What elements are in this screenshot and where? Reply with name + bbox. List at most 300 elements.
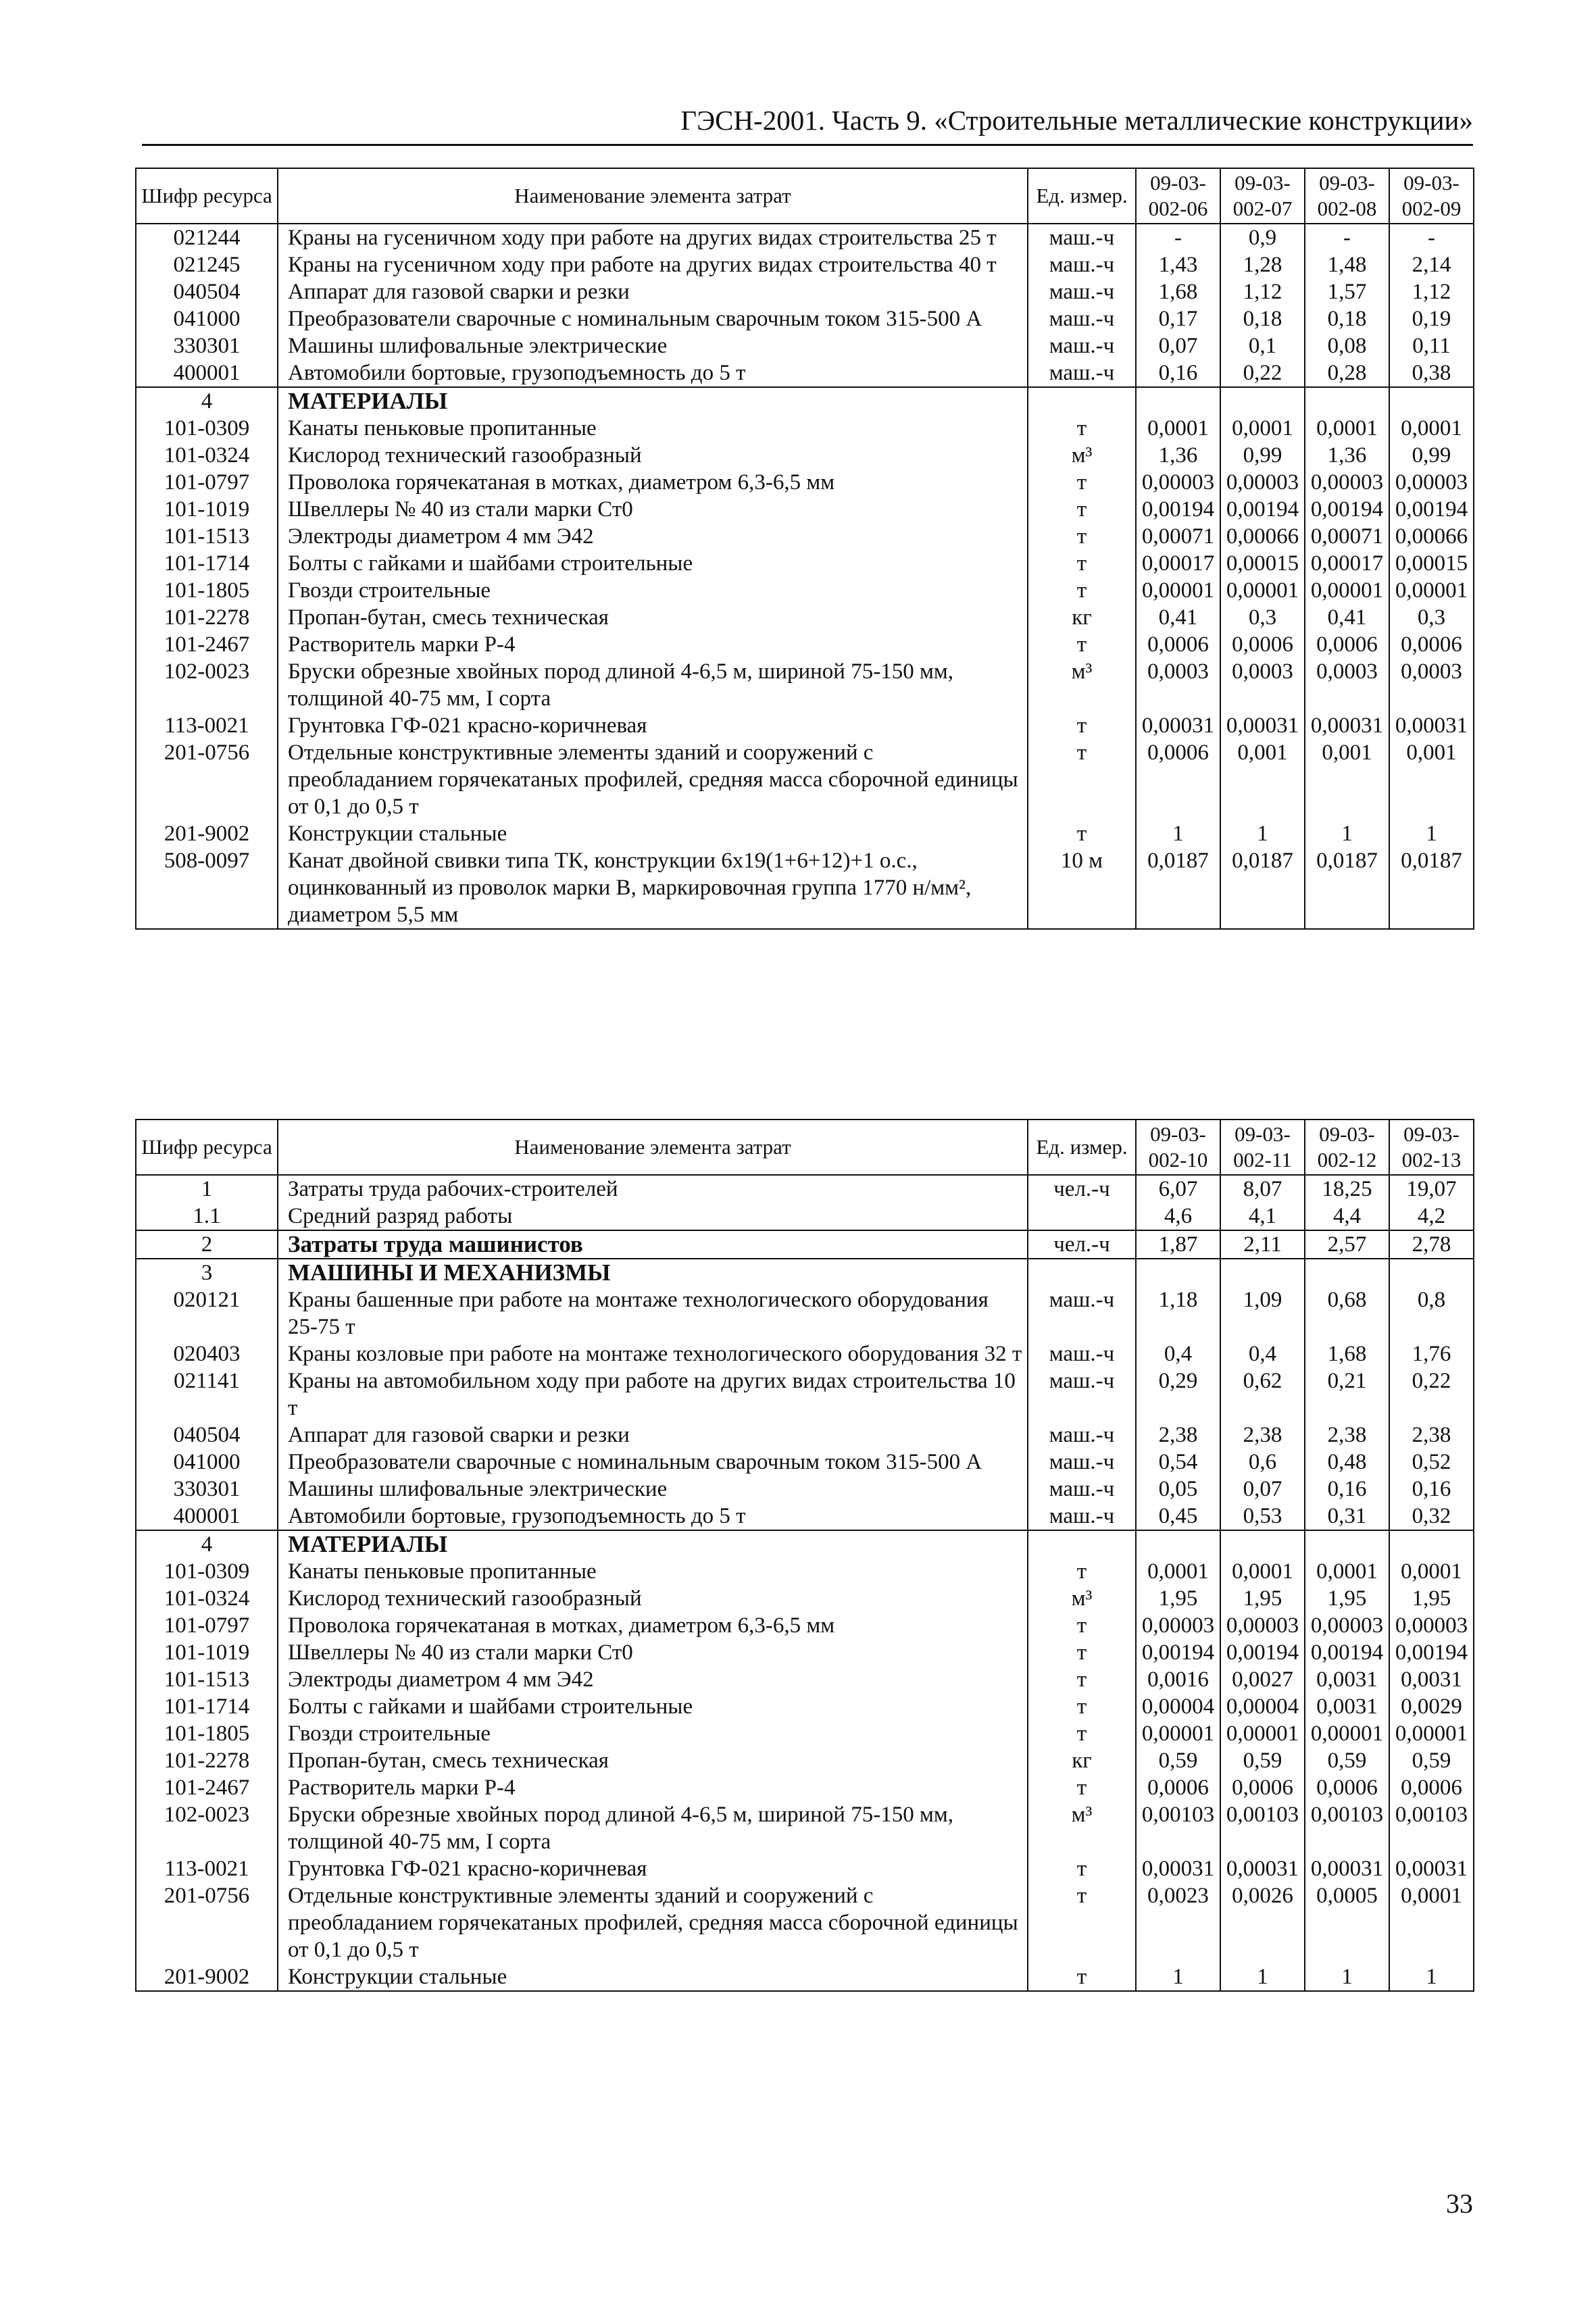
item-name-cell: Краны козловые при работе на монтаже технологического оборудования 32 т (278, 1340, 1028, 1367)
value-cell: 0,29 (1136, 1367, 1220, 1422)
value-cell: 0,00031 (1305, 712, 1389, 739)
header-col: 09-03-002-06 (1136, 168, 1220, 224)
table-row (136, 1801, 1474, 1855)
value-cell: 0,0027 (1220, 1666, 1305, 1693)
table-header-row (136, 1120, 1474, 1175)
table-row (136, 251, 1474, 278)
table-row (136, 1422, 1474, 1449)
value-cell: 0,19 (1389, 305, 1474, 332)
section-row (136, 1259, 1474, 1286)
resource-code-cell: 101-1019 (136, 1639, 278, 1666)
value-cell: 0,00031 (1389, 1855, 1474, 1882)
value-cell: 0,0187 (1220, 847, 1305, 929)
value-cell: 0,00003 (1305, 469, 1389, 496)
value-cell: 0,0001 (1389, 1558, 1474, 1585)
item-name-cell: Болты с гайками и шайбами строительные (278, 1693, 1028, 1720)
unit-cell: маш.-ч (1028, 1503, 1136, 1530)
value-cell: 0,00194 (1305, 496, 1389, 523)
value-cell: 0,0026 (1220, 1882, 1305, 1963)
item-name-cell: Кислород технический газообразный (278, 442, 1028, 469)
item-name-cell: Бруски обрезные хвойных пород длиной 4-6,5 м, шириной 75-150 мм, толщиной 40-75 мм, I сорта (278, 1801, 1028, 1855)
unit-cell (1028, 1203, 1136, 1230)
value-cell: 0,0003 (1136, 658, 1220, 712)
unit-cell (1028, 387, 1136, 415)
item-name-cell: Преобразователи сварочные с номинальным сварочным током 315-500 А (278, 1449, 1028, 1476)
value-cell (1136, 1259, 1220, 1286)
value-cell: 0,001 (1305, 739, 1389, 820)
item-name-cell: МАШИНЫ И МЕХАНИЗМЫ (278, 1259, 1028, 1286)
unit-cell: т (1028, 1855, 1136, 1882)
table-row (136, 604, 1474, 631)
value-cell: 0,59 (1389, 1747, 1474, 1774)
resource-code-cell: 101-1019 (136, 496, 278, 523)
table-row (136, 332, 1474, 359)
value-cell: 0,0006 (1136, 739, 1220, 820)
item-name-cell: Проволока горячекатаная в мотках, диаметром 6,3-6,5 мм (278, 469, 1028, 496)
resource-code-cell: 101-1714 (136, 550, 278, 577)
cost-table-2 (135, 1119, 1474, 1992)
resource-code-cell: 400001 (136, 1503, 278, 1530)
value-cell: 0,0001 (1136, 1558, 1220, 1585)
item-name-cell: Растворитель марки Р-4 (278, 631, 1028, 658)
unit-cell (1028, 1259, 1136, 1286)
value-cell: 8,07 (1220, 1175, 1305, 1203)
item-name-cell: Машины шлифовальные электрические (278, 1476, 1028, 1503)
table-row (136, 442, 1474, 469)
value-cell: 0,0029 (1389, 1693, 1474, 1720)
item-name-cell: Отдельные конструктивные элементы зданий и сооружений с преобладанием горячекатаных профилей, средняя масса сборочной единицы от 0,1 до 0,5 т (278, 1882, 1028, 1963)
value-cell: 0,3 (1220, 604, 1305, 631)
resource-code-cell: 041000 (136, 305, 278, 332)
value-cell (1389, 1530, 1474, 1558)
resource-code-cell: 1 (136, 1175, 278, 1203)
table-row (136, 712, 1474, 739)
resource-code-cell: 101-0309 (136, 415, 278, 442)
value-cell: 1,95 (1389, 1585, 1474, 1612)
value-cell: 0,48 (1305, 1449, 1389, 1476)
item-name-cell: Отдельные конструктивные элементы зданий и сооружений с преобладанием горячекатаных профилей, средняя масса сборочной единицы от 0,1 до 0,5 т (278, 739, 1028, 820)
table-row (136, 224, 1474, 251)
resource-code-cell: 021245 (136, 251, 278, 278)
value-cell: 0,0001 (1136, 415, 1220, 442)
resource-code-cell: 101-1714 (136, 1693, 278, 1720)
value-cell: 1,28 (1220, 251, 1305, 278)
value-cell: 1,95 (1220, 1585, 1305, 1612)
value-cell: 0,0187 (1305, 847, 1389, 929)
unit-cell: чел.-ч (1028, 1175, 1136, 1203)
value-cell: 0,0001 (1389, 1882, 1474, 1963)
table-row (136, 1503, 1474, 1530)
value-cell: 0,54 (1136, 1449, 1220, 1476)
resource-code-cell: 102-0023 (136, 658, 278, 712)
table-row (136, 278, 1474, 305)
item-name-cell: Краны на гусеничном ходу при работе на других видах строительства 25 т (278, 224, 1028, 251)
value-cell (1220, 1530, 1305, 1558)
unit-cell: т (1028, 1774, 1136, 1801)
value-cell: 0,22 (1220, 359, 1305, 387)
resource-code-cell: 330301 (136, 1476, 278, 1503)
value-cell: 0,00003 (1220, 1612, 1305, 1639)
value-cell (1305, 387, 1389, 415)
value-cell: 0,9 (1220, 224, 1305, 251)
resource-code-cell: 113-0021 (136, 712, 278, 739)
table-row (136, 658, 1474, 712)
table-row (136, 523, 1474, 550)
value-cell: 0,00001 (1220, 1720, 1305, 1747)
unit-cell (1028, 1530, 1136, 1558)
item-name-cell: Растворитель марки Р-4 (278, 1774, 1028, 1801)
unit-cell: т (1028, 631, 1136, 658)
value-cell: 0,00001 (1305, 1720, 1389, 1747)
value-cell: 0,00103 (1389, 1801, 1474, 1855)
value-cell: 0,07 (1220, 1476, 1305, 1503)
value-cell: 0,00003 (1220, 469, 1305, 496)
table-row (136, 1963, 1474, 1991)
item-name-cell: Краны на гусеничном ходу при работе на других видах строительства 40 т (278, 251, 1028, 278)
value-cell: 0,0005 (1305, 1882, 1389, 1963)
unit-cell: т (1028, 1882, 1136, 1963)
value-cell: 0,17 (1136, 305, 1220, 332)
unit-cell: т (1028, 1666, 1136, 1693)
value-cell (1389, 387, 1474, 415)
table-row (136, 415, 1474, 442)
resource-code-cell: 101-2467 (136, 1774, 278, 1801)
item-name-cell: Краны башенные при работе на монтаже технологического оборудования 25-75 т (278, 1286, 1028, 1340)
unit-cell: маш.-ч (1028, 359, 1136, 387)
value-cell: 0,4 (1220, 1340, 1305, 1367)
header-code: Шифр ресурса (136, 168, 278, 224)
item-name-cell: Конструкции стальные (278, 1963, 1028, 1991)
value-cell: - (1305, 224, 1389, 251)
unit-cell: т (1028, 1612, 1136, 1639)
value-cell: 0,0016 (1136, 1666, 1220, 1693)
unit-cell: маш.-ч (1028, 305, 1136, 332)
value-cell (1305, 1259, 1389, 1286)
value-cell: 0,0001 (1220, 415, 1305, 442)
value-cell: 0,6 (1220, 1449, 1305, 1476)
table-row (136, 1693, 1474, 1720)
item-name-cell: Краны на автомобильном ходу при работе на других видах строительства 10 т (278, 1367, 1028, 1422)
unit-cell: т (1028, 577, 1136, 604)
table-row (136, 305, 1474, 332)
unit-cell: т (1028, 1558, 1136, 1585)
table-row (136, 1666, 1474, 1693)
table-row (136, 1476, 1474, 1503)
value-cell: 0,28 (1305, 359, 1389, 387)
item-name-cell: Машины шлифовальные электрические (278, 332, 1028, 359)
unit-cell: т (1028, 496, 1136, 523)
unit-cell: т (1028, 1720, 1136, 1747)
value-cell: 0,00004 (1220, 1693, 1305, 1720)
value-cell: 4,6 (1136, 1203, 1220, 1230)
unit-cell: маш.-ч (1028, 1286, 1136, 1340)
unit-cell: маш.-ч (1028, 1449, 1136, 1476)
value-cell: 1,76 (1389, 1340, 1474, 1367)
item-name-cell: МАТЕРИАЛЫ (278, 1530, 1028, 1558)
value-cell: 1,68 (1305, 1340, 1389, 1367)
value-cell: 0,0003 (1220, 658, 1305, 712)
table-row (136, 1230, 1474, 1259)
table-row (136, 1367, 1474, 1422)
unit-cell: т (1028, 739, 1136, 820)
value-cell: 0,0001 (1220, 1558, 1305, 1585)
value-cell: 0,0006 (1389, 1774, 1474, 1801)
value-cell: 0,0006 (1220, 631, 1305, 658)
value-cell: 2,38 (1136, 1422, 1220, 1449)
header-col: 09-03-002-13 (1389, 1120, 1474, 1175)
value-cell: 0,00003 (1389, 1612, 1474, 1639)
resource-code-cell: 1.1 (136, 1203, 278, 1230)
table-row (136, 577, 1474, 604)
header-col: 09-03-002-08 (1305, 168, 1389, 224)
value-cell: 1 (1220, 1963, 1305, 1991)
value-cell: 0,00066 (1389, 523, 1474, 550)
value-cell: 1 (1305, 1963, 1389, 1991)
item-name-cell: Грунтовка ГФ-021 красно-коричневая (278, 1855, 1028, 1882)
value-cell: 0,3 (1389, 604, 1474, 631)
header-name: Наименование элемента затрат (278, 1120, 1028, 1175)
item-name-cell: Аппарат для газовой сварки и резки (278, 278, 1028, 305)
value-cell: 0,38 (1389, 359, 1474, 387)
item-name-cell: Канаты пеньковые пропитанные (278, 415, 1028, 442)
table-header-row (136, 168, 1474, 224)
value-cell: 0,00003 (1136, 1612, 1220, 1639)
value-cell: 1,12 (1220, 278, 1305, 305)
value-cell: 0,00003 (1305, 1612, 1389, 1639)
table-row (136, 550, 1474, 577)
resource-code-cell: 040504 (136, 278, 278, 305)
table-body (136, 1175, 1474, 1991)
value-cell: 0,00017 (1136, 550, 1220, 577)
header-name: Наименование элемента затрат (278, 168, 1028, 224)
value-cell: 1,68 (1136, 278, 1220, 305)
unit-cell: т (1028, 712, 1136, 739)
section-row (136, 387, 1474, 415)
table-row (136, 1558, 1474, 1585)
item-name-cell: Затраты труда машинистов (278, 1230, 1028, 1259)
table-row (136, 1175, 1474, 1203)
value-cell: 0,00194 (1389, 496, 1474, 523)
table-row (136, 739, 1474, 820)
item-name-cell: Средний разряд работы (278, 1203, 1028, 1230)
unit-cell: маш.-ч (1028, 332, 1136, 359)
item-name-cell: Болты с гайками и шайбами строительные (278, 550, 1028, 577)
header-col: 09-03-002-12 (1305, 1120, 1389, 1175)
value-cell: 0,59 (1136, 1747, 1220, 1774)
item-name-cell: Электроды диаметром 4 мм Э42 (278, 523, 1028, 550)
resource-code-cell: 201-0756 (136, 739, 278, 820)
unit-cell: маш.-ч (1028, 1422, 1136, 1449)
value-cell: 2,78 (1389, 1230, 1474, 1259)
value-cell: 0,00004 (1136, 1693, 1220, 1720)
value-cell: - (1389, 224, 1474, 251)
value-cell: 0,00003 (1389, 469, 1474, 496)
value-cell (1136, 387, 1220, 415)
value-cell: 0,0003 (1389, 658, 1474, 712)
table-row (136, 1612, 1474, 1639)
resource-code-cell: 508-0097 (136, 847, 278, 929)
value-cell: 0,0006 (1136, 631, 1220, 658)
value-cell: 1,09 (1220, 1286, 1305, 1340)
value-cell: 6,07 (1136, 1175, 1220, 1203)
resource-code-cell: 040504 (136, 1422, 278, 1449)
page-number: 33 (1446, 2188, 1473, 2219)
value-cell: 0,52 (1389, 1449, 1474, 1476)
value-cell: 1,57 (1305, 278, 1389, 305)
item-name-cell: Затраты труда рабочих-строителей (278, 1175, 1028, 1203)
unit-cell: т (1028, 1963, 1136, 1991)
unit-cell: маш.-ч (1028, 278, 1136, 305)
value-cell: 0,68 (1305, 1286, 1389, 1340)
section-row (136, 1530, 1474, 1558)
value-cell: 0,0001 (1305, 415, 1389, 442)
unit-cell: м³ (1028, 442, 1136, 469)
unit-cell: м³ (1028, 1585, 1136, 1612)
table-row (136, 1340, 1474, 1367)
resource-code-cell: 101-0324 (136, 442, 278, 469)
value-cell: 0,11 (1389, 332, 1474, 359)
unit-cell: т (1028, 1693, 1136, 1720)
header-unit: Ед. измер. (1028, 168, 1136, 224)
value-cell: 0,0006 (1136, 1774, 1220, 1801)
header-unit: Ед. измер. (1028, 1120, 1136, 1175)
value-cell: 0,99 (1389, 442, 1474, 469)
value-cell: 0,00194 (1136, 496, 1220, 523)
item-name-cell: Аппарат для газовой сварки и резки (278, 1422, 1028, 1449)
value-cell: 4,2 (1389, 1203, 1474, 1230)
resource-code-cell: 041000 (136, 1449, 278, 1476)
value-cell: 0,00001 (1305, 577, 1389, 604)
value-cell: 0,00066 (1220, 523, 1305, 550)
value-cell: 1,18 (1136, 1286, 1220, 1340)
item-name-cell: Гвозди строительные (278, 1720, 1028, 1747)
value-cell: 0,08 (1305, 332, 1389, 359)
value-cell: 0,21 (1305, 1367, 1389, 1422)
value-cell: 0,18 (1305, 305, 1389, 332)
value-cell: 1,48 (1305, 251, 1389, 278)
value-cell: 2,38 (1305, 1422, 1389, 1449)
table-row (136, 1286, 1474, 1340)
value-cell: 1 (1136, 820, 1220, 847)
value-cell: 0,00194 (1136, 1639, 1220, 1666)
value-cell: 0,0031 (1305, 1666, 1389, 1693)
resource-code-cell: 021141 (136, 1367, 278, 1422)
value-cell: 0,00001 (1389, 1720, 1474, 1747)
item-name-cell: Автомобили бортовые, грузоподъемность до 5 т (278, 359, 1028, 387)
resource-code-cell: 102-0023 (136, 1801, 278, 1855)
resource-code-cell: 101-0324 (136, 1585, 278, 1612)
item-name-cell: Конструкции стальные (278, 820, 1028, 847)
value-cell: 2,38 (1389, 1422, 1474, 1449)
page-header (142, 101, 1473, 146)
value-cell: 0,0001 (1305, 1558, 1389, 1585)
value-cell: 1 (1389, 1963, 1474, 1991)
unit-cell: кг (1028, 604, 1136, 631)
table-row (136, 1774, 1474, 1801)
table-row (136, 496, 1474, 523)
value-cell: 18,25 (1305, 1175, 1389, 1203)
value-cell: 0,8 (1389, 1286, 1474, 1340)
value-cell: 1,87 (1136, 1230, 1220, 1259)
value-cell: 0,00003 (1136, 469, 1220, 496)
value-cell: 0,59 (1220, 1747, 1305, 1774)
value-cell: 0,00071 (1136, 523, 1220, 550)
value-cell: 0,00031 (1136, 1855, 1220, 1882)
value-cell: 0,00031 (1220, 1855, 1305, 1882)
value-cell: 19,07 (1389, 1175, 1474, 1203)
table-row (136, 631, 1474, 658)
value-cell (1220, 1259, 1305, 1286)
value-cell: 0,0006 (1305, 631, 1389, 658)
resource-code-cell: 020121 (136, 1286, 278, 1340)
value-cell: 0,62 (1220, 1367, 1305, 1422)
value-cell: 0,16 (1136, 359, 1220, 387)
value-cell: 0,00015 (1389, 550, 1474, 577)
item-name-cell: Гвозди строительные (278, 577, 1028, 604)
value-cell: 1,12 (1389, 278, 1474, 305)
value-cell: 0,18 (1220, 305, 1305, 332)
value-cell: 0,00001 (1220, 577, 1305, 604)
resource-code-cell: 201-9002 (136, 820, 278, 847)
value-cell: 0,0003 (1305, 658, 1389, 712)
value-cell: 0,0187 (1389, 847, 1474, 929)
unit-cell: маш.-ч (1028, 1367, 1136, 1422)
value-cell: 1 (1389, 820, 1474, 847)
value-cell: 1,36 (1136, 442, 1220, 469)
value-cell: 0,001 (1220, 739, 1305, 820)
value-cell: 0,99 (1220, 442, 1305, 469)
unit-cell: т (1028, 523, 1136, 550)
value-cell: 2,11 (1220, 1230, 1305, 1259)
value-cell: 0,41 (1305, 604, 1389, 631)
resource-code-cell: 021244 (136, 224, 278, 251)
resource-code-cell: 2 (136, 1230, 278, 1259)
value-cell (1389, 1259, 1474, 1286)
value-cell: 0,0031 (1389, 1666, 1474, 1693)
value-cell: 4,4 (1305, 1203, 1389, 1230)
resource-code-cell: 201-9002 (136, 1963, 278, 1991)
value-cell: 0,00001 (1136, 577, 1220, 604)
table-row (136, 1203, 1474, 1230)
item-name-cell: Электроды диаметром 4 мм Э42 (278, 1666, 1028, 1693)
item-name-cell: Грунтовка ГФ-021 красно-коричневая (278, 712, 1028, 739)
header-code: Шифр ресурса (136, 1120, 278, 1175)
item-name-cell: Бруски обрезные хвойных пород длиной 4-6,5 м, шириной 75-150 мм, толщиной 40-75 мм, I сорта (278, 658, 1028, 712)
value-cell: 0,00071 (1305, 523, 1389, 550)
value-cell (1136, 1530, 1220, 1558)
unit-cell: т (1028, 550, 1136, 577)
resource-code-cell: 101-1513 (136, 523, 278, 550)
value-cell: 0,00194 (1389, 1639, 1474, 1666)
value-cell: 0,0187 (1136, 847, 1220, 929)
value-cell: 1 (1136, 1963, 1220, 1991)
value-cell: 0,31 (1305, 1503, 1389, 1530)
value-cell: 0,0006 (1305, 1774, 1389, 1801)
table-row (136, 359, 1474, 387)
resource-code-cell: 101-1513 (136, 1666, 278, 1693)
value-cell: 0,32 (1389, 1503, 1474, 1530)
value-cell: 1 (1305, 820, 1389, 847)
unit-cell: м³ (1028, 1801, 1136, 1855)
table-row (136, 469, 1474, 496)
value-cell: 4,1 (1220, 1203, 1305, 1230)
item-name-cell: Пропан-бутан, смесь техническая (278, 604, 1028, 631)
value-cell: 0,00015 (1220, 550, 1305, 577)
value-cell: 0,00194 (1220, 496, 1305, 523)
value-cell: 0,53 (1220, 1503, 1305, 1530)
item-name-cell: МАТЕРИАЛЫ (278, 387, 1028, 415)
resource-code-cell: 101-0797 (136, 1612, 278, 1639)
